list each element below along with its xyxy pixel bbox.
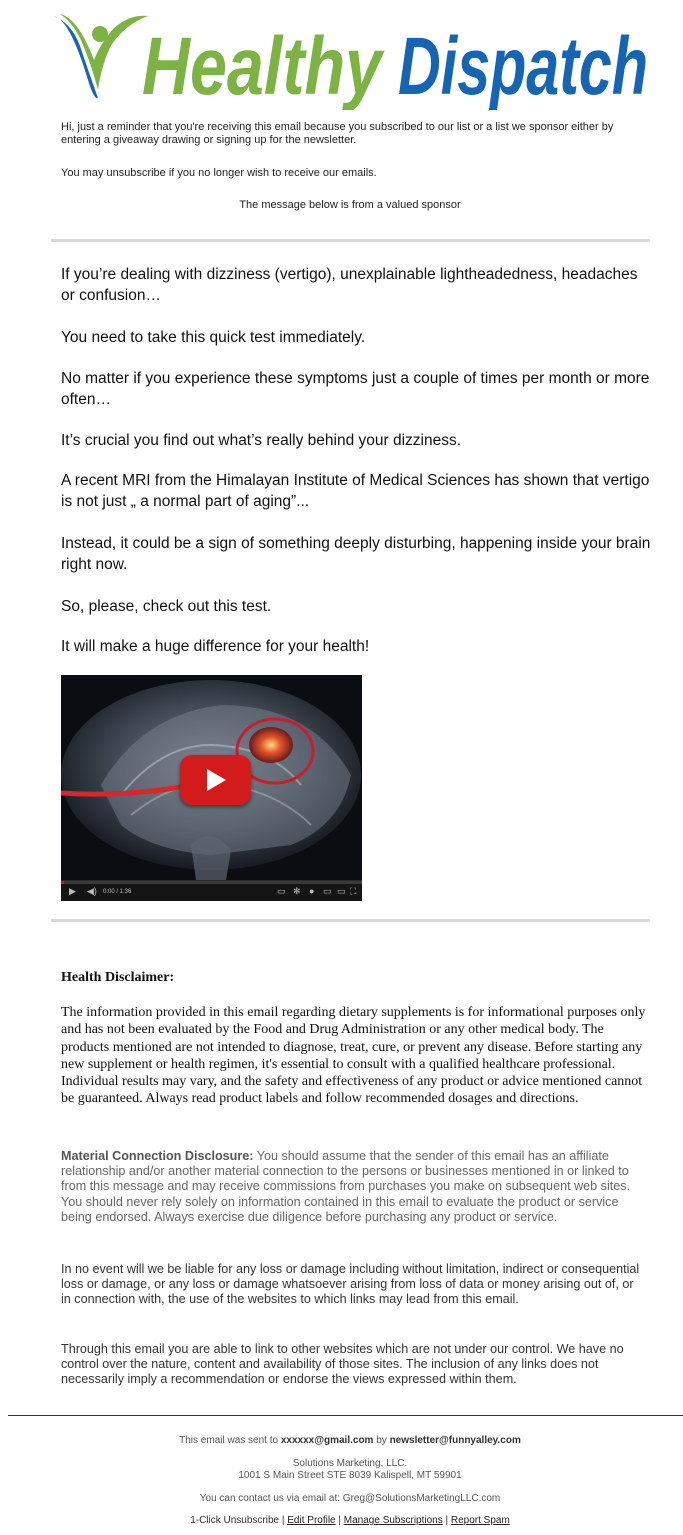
logo-graphic: [50, 10, 650, 110]
sender-email: newsletter@funnyalley.com: [389, 1435, 521, 1446]
message-paragraph-5: A recent MRI from the Himalayan Institute of Medical Sciences has shown that vertigo is not just „ a normal part of aging”...: [61, 472, 650, 510]
play-small-icon[interactable]: ▶: [69, 886, 76, 896]
message-paragraph-3: No matter if you experience these symptoms just a couple of times per month or more often…: [61, 370, 650, 408]
separator: |: [335, 1515, 344, 1526]
material-connection-label: Material Connection Disclosure:: [61, 1149, 254, 1163]
report-spam-link[interactable]: Report Spam: [450, 1515, 510, 1526]
sent-by-word: by: [373, 1435, 390, 1446]
miniplayer-icon[interactable]: ▭: [323, 886, 332, 896]
company-name: Solutions Marketing, LLC.: [292, 1458, 408, 1469]
footer-links: [0, 1515, 683, 1527]
message-paragraph-8: It will make a huge difference for your health!: [61, 638, 370, 655]
play-icon: [207, 769, 226, 791]
contact-line: You can contact us via email at: Greg@SolutionsMarketingLLC.com: [199, 1493, 501, 1504]
video-controls: [61, 880, 362, 901]
video-progress-bar[interactable]: [61, 881, 362, 884]
health-disclaimer-body: The information provided in this email regarding dietary supplements is for informational purposes only and has not been evaluated by the Food and Drug Administration or any other medical body. The products mentioned are not intended to diagnose, treat, cure, or prevent any disease. Before starting any new supplement or health regimen, it's essential to consult with a qualified healthcare professional. Individual results may vary, and the safety and effectiveness of any product or advice mentioned cannot be guaranteed. Always read product labels and follow recommended dosages and directions.: [61, 1005, 646, 1107]
healthy-dispatch-logo: [50, 10, 650, 110]
settings-icon[interactable]: ✻: [293, 886, 301, 896]
video-play-button[interactable]: [180, 755, 251, 805]
volume-icon[interactable]: ◀): [87, 886, 97, 896]
theater-icon[interactable]: ▭: [337, 886, 346, 896]
message-paragraph-6: Instead, it could be a sign of something deeply disturbing, happening inside your brain right now.: [61, 535, 651, 573]
message-paragraph-4: It’s crucial you find out what’s really behind your dizziness.: [61, 432, 462, 449]
sent-to-line: [0, 1435, 683, 1447]
video-progress-fill: [61, 881, 64, 884]
video-time: 0:00 / 1:36: [103, 889, 132, 895]
message-paragraph-1: If you’re dealing with dizziness (vertigo), unexplainable lightheadedness, headaches or confusion…: [61, 266, 638, 304]
company-address: 1001 S Main Street STE 8039 Kalispell, MT 59901: [238, 1470, 462, 1481]
external-links-notice: Through this email you are able to link to other websites which are not under our control. We have no control over the nature, content and availability of those sites. The inclusion of any links does not necessarily imply a recommendation or endorse the views expressed within them.: [61, 1342, 624, 1387]
logo-figure-green-swoosh: [60, 14, 148, 90]
video-thumbnail[interactable]: [61, 675, 362, 901]
fullscreen-icon[interactable]: ⛶: [350, 886, 357, 896]
divider-bottom: [51, 919, 650, 922]
message-paragraph-7: So, please, check out this test.: [61, 598, 272, 615]
separator: |: [442, 1515, 451, 1526]
sponsor-note: The message below is from a valued sponsor: [239, 199, 461, 211]
subscription-reminder: Hi, just a reminder that you're receiving this email because you subscribed to our list or a list we sponsor either by entering a giveaway drawing or signing up for the newsletter.: [61, 121, 614, 146]
unsubscribe-note: You may unsubscribe if you no longer wish to receive our emails.: [61, 167, 377, 179]
recipient-email: xxxxxx@gmail.com: [280, 1435, 374, 1446]
footer-divider: [8, 1415, 683, 1416]
liability-notice: In no event will we be liable for any loss or damage including without limitation, indirect or consequential loss or damage, or any loss or damage whatsoever arising from loss of data or money arising out of, or in connection with, the use of the websites to which links may lead from this email.: [61, 1262, 640, 1307]
material-connection-text: You should assume that the sender of this email has an affiliate relationship and/or another material connection to the persons or businesses mentioned in or linked to from this message and may receive commissions from purchases you make on subsequent web sites. You should never rely solely on information contained in this email to evaluate the product or service being endorsed. Always exercise due diligence before purchasing any product or service.: [61, 1149, 631, 1224]
logo-word-healthy: Healthy: [142, 21, 386, 110]
divider-top: [51, 239, 650, 242]
separator: |: [279, 1515, 288, 1526]
captions-icon[interactable]: ▭: [277, 886, 286, 896]
logo-word-dispatch: Dispatch: [398, 21, 648, 110]
sent-prefix: This email was sent to: [179, 1435, 281, 1446]
one-click-unsubscribe[interactable]: 1-Click Unsubscribe: [190, 1515, 280, 1526]
health-disclaimer-title: Health Disclaimer:: [61, 970, 175, 985]
material-connection-disclosure: [61, 1149, 641, 1225]
logo-figure-head: [92, 26, 108, 42]
info-icon[interactable]: ●: [309, 886, 315, 896]
message-paragraph-2: You need to take this quick test immediately.: [61, 329, 366, 346]
manage-subscriptions-link[interactable]: Manage Subscriptions: [343, 1515, 443, 1526]
edit-profile-link[interactable]: Edit Profile: [287, 1515, 336, 1526]
